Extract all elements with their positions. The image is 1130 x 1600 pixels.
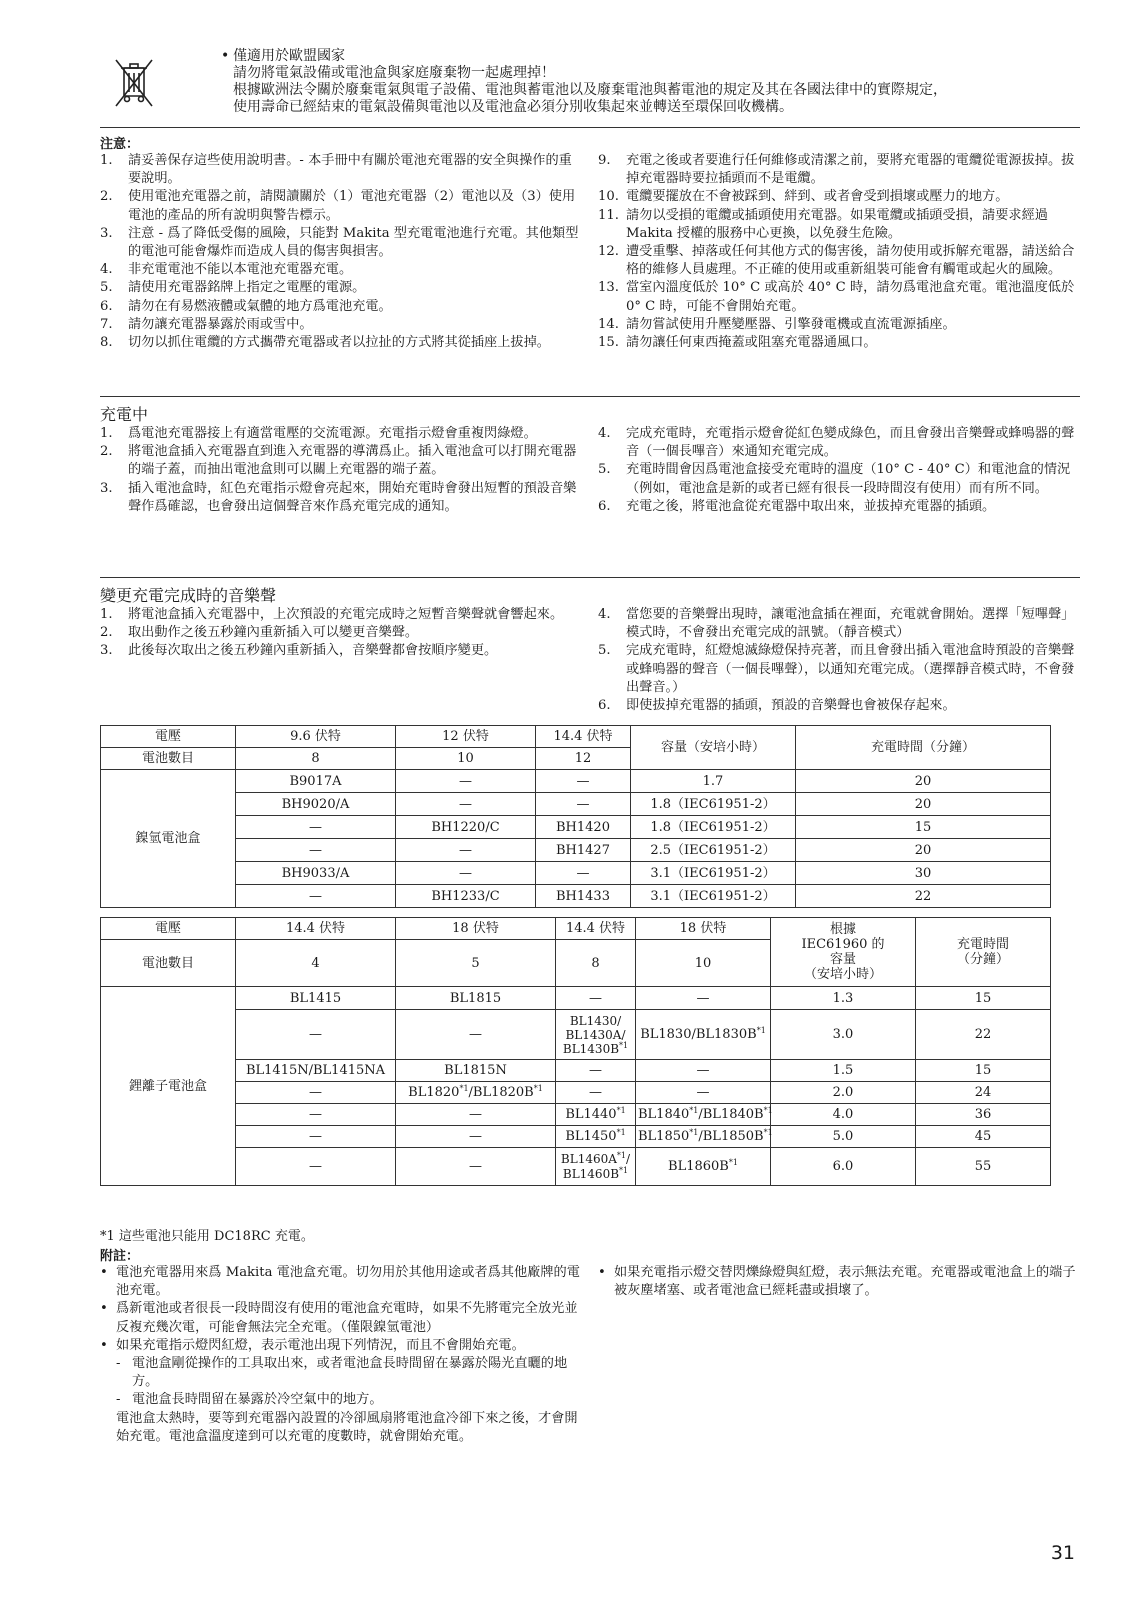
- caution-item: 8. 切勿以抓住電纜的方式攜帶充電器或者以拉扯的方式將其從插座上拔掉。: [100, 335, 550, 351]
- caution-item: 6. 請勿在有易燃液體或氣體的地方爲電池充電。: [100, 298, 392, 314]
- table-cell: 45: [916, 1126, 1051, 1148]
- table-cell: —: [556, 1060, 636, 1082]
- table-header: 根據 IEC61960 的 容量 （安培小時）: [771, 918, 916, 987]
- charging-item: 1. 爲電池充電器接上有適當電壓的交流電源。充電指示燈會重複閃綠燈。: [100, 426, 537, 441]
- table-cell: 8: [556, 940, 636, 987]
- table-cell: —: [236, 1126, 396, 1148]
- battery-group-label: 鋰離子電池盒: [101, 987, 236, 1186]
- charging-item: 4. 完成充電時，充電指示燈會從紅色變成綠色，而且會發出音樂聲或蜂鳴器的聲音（一個長嗶音）來通知充電完成。: [598, 426, 1075, 460]
- charging-item: 6. 充電之後，將電池盒從充電器中取出來，並拔掉充電器的插頭。: [598, 498, 996, 514]
- table-header: 12 伏特: [396, 726, 536, 748]
- note-paragraph: 電池盒太熱時，要等到充電器內設置的冷卻風扇將電池盒冷卻下來之後，才會開始充電。電池盒溫度達到可以充電的度數時，就會開始充電。: [116, 1410, 578, 1444]
- table-cell: 1.7: [631, 770, 796, 793]
- liion-spec-table: [100, 917, 1051, 1186]
- table-cell: —: [556, 987, 636, 1010]
- charging-left-column: [100, 425, 580, 516]
- table-cell: —: [536, 770, 631, 793]
- caution-item: 12. 遭受重擊、掉落或任何其他方式的傷害後，請勿使用或拆解充電器，請送給合格的維修人員處理。不正確的使用或重新組裝可能會有觸電或起火的風險。: [598, 244, 1075, 278]
- table-cell: BH9033/A: [236, 862, 396, 885]
- charging-item: 5. 充電時間會因爲電池盒接受充電時的溫度（10° C - 40° C）和電池盒的情況（例如，電池盒是新的或者已經有很長一段時間沒有使用）而有所不同。: [598, 462, 1071, 496]
- table-cell: 22: [916, 1010, 1051, 1060]
- table-cell: 8: [236, 748, 396, 770]
- table-cell: 20: [796, 770, 1051, 793]
- table-cell: $BL1830/BL1830B^{*1}$: [636, 1010, 771, 1060]
- page-number: 31: [1050, 1542, 1075, 1564]
- table-cell: 20: [796, 793, 1051, 816]
- divider: [100, 396, 1080, 397]
- table-cell: 22: [796, 885, 1051, 908]
- melody-item: 4. 當您要的音樂聲出現時，讓電池盒插在裡面，充電就會開始。選擇「短嗶聲」模式時，不會發出充電完成的訊號。（靜音模式）: [598, 607, 1075, 641]
- weee-line: 使用壽命已經結束的電氣設備與電池以及電池盒必須分別收集起來並轉送至環保回收機構。: [233, 99, 793, 115]
- table-row: [101, 1126, 1051, 1148]
- charging-item: 2. 將電池盒插入充電器直到進入充電器的導溝爲止。插入電池盒可以打開充電器的端子蓋，而抽出電池盒則可以關上充電器的端子蓋。: [100, 444, 577, 478]
- table-cell: BL1415: [236, 987, 396, 1010]
- table-cell: 3.1（IEC61951-2）: [631, 862, 796, 885]
- crossed-out-bin-icon: [110, 56, 158, 112]
- melody-item: 3. 此後每次取出之後五秒鐘內重新插入，音樂聲都會按順序變更。: [100, 643, 498, 659]
- battery-group-label: 鎳氫電池盒: [101, 770, 236, 908]
- table-row: [101, 1010, 1051, 1060]
- table-cell: —: [636, 987, 771, 1010]
- caution-item: 1. 請妥善保存這些使用說明書。- 本手冊中有關於電池充電器的安全與操作的重要說明。: [100, 153, 572, 187]
- melody-title: 變更充電完成時的音樂聲: [100, 586, 277, 605]
- table-cell: 5.0: [771, 1126, 916, 1148]
- table-cell: $BL1840^{*1}/BL1840B^{*1}$: [636, 1104, 771, 1126]
- table-cell: 24: [916, 1082, 1051, 1104]
- table-cell: BH1427: [536, 839, 631, 862]
- table-cell: 1.8（IEC61951-2）: [631, 816, 796, 839]
- table-row: [101, 793, 1051, 816]
- table-cell: —: [396, 1104, 556, 1126]
- caution-title: 注意：: [100, 137, 140, 152]
- note-item: • 電池充電器用來爲 Makita 電池盒充電。切勿用於其他用途或者爲其他廠牌的電池充電。: [100, 1265, 580, 1299]
- table-cell: 55: [916, 1148, 1051, 1186]
- table-cell: 15: [916, 987, 1051, 1010]
- table-cell: 1.8（IEC61951-2）: [631, 793, 796, 816]
- weee-line: 僅適用於歐盟國家: [233, 48, 345, 64]
- table-cell: —: [636, 1060, 771, 1082]
- table-cell: —: [236, 816, 396, 839]
- table-row: [101, 987, 1051, 1010]
- table-cell: BH1233/C: [396, 885, 536, 908]
- table-cell: 30: [796, 862, 1051, 885]
- table-row: [101, 1082, 1051, 1104]
- divider: [100, 127, 1080, 128]
- caution-left-column: [100, 152, 580, 352]
- table-row: [101, 862, 1051, 885]
- table-cell: $BL1820^{*1}/BL1820B^{*1}$: [396, 1082, 556, 1104]
- table-cell: BH1220/C: [396, 816, 536, 839]
- notes-title: 附註：: [100, 1249, 140, 1264]
- table-cell: BH9020/A: [236, 793, 396, 816]
- table-header: 9.6 伏特: [236, 726, 396, 748]
- table-cell: —: [396, 793, 536, 816]
- table-row: [101, 1104, 1051, 1126]
- table-cell: 4: [236, 940, 396, 987]
- table-cell: 2.5（IEC61951-2）: [631, 839, 796, 862]
- table-cell: BL1450$^{*1}$: [556, 1126, 636, 1148]
- table-cell: 36: [916, 1104, 1051, 1126]
- note-item: • 爲新電池或者很長一段時間沒有使用的電池盒充電時，如果不先將電完全放光並反複充幾次電，可能會無法完全充電。（僅限鎳氫電池）: [100, 1301, 578, 1335]
- table-row: [101, 770, 1051, 793]
- caution-item: 10. 電纜要擺放在不會被踩到、絆到、或者會受到損壞或壓力的地方。: [598, 189, 1009, 205]
- table-cell: —: [236, 1010, 396, 1060]
- melody-item: 1. 將電池盒插入充電器中，上次預設的充電完成時之短暫音樂聲就會響起來。: [100, 607, 564, 622]
- table-cell: $BL1850^{*1}/BL1850B^{*1}$: [636, 1126, 771, 1148]
- table-row: [101, 1148, 1051, 1186]
- weee-bullet: •: [221, 48, 230, 64]
- table-cell: 3.1（IEC61951-2）: [631, 885, 796, 908]
- table-cell: 10: [636, 940, 771, 987]
- table-cell: BL1415N/BL1415NA: [236, 1060, 396, 1082]
- caution-item: 3. 注意 - 爲了降低受傷的風險，只能對 Makita 型充電電池進行充電。其他類型的電池可能會爆炸而造成人員的傷害與損害。: [100, 225, 579, 260]
- caution-item: 11. 請勿以受損的電纜或插頭使用充電器。如果電纜或插頭受損，請要求經過 Makita 授權的服務中心更換，以免發生危險。: [598, 207, 1048, 241]
- table-cell: BH1433: [536, 885, 631, 908]
- table-header: 充電時間（分鐘）: [796, 726, 1051, 770]
- charging-title: 充電中: [100, 405, 149, 424]
- weee-notice: [100, 48, 1080, 128]
- table-cell: 1.3: [771, 987, 916, 1010]
- table-header: 18 伏特: [636, 918, 771, 940]
- table-cell: —: [396, 1126, 556, 1148]
- table-header: 14.4 伏特: [556, 918, 636, 940]
- melody-item: 5. 完成充電時，紅燈熄滅綠燈保持亮著，而且會發出插入電池盒時預設的音樂聲或蜂鳴器的聲音（一個長嗶聲），以通知充電完成。（選擇靜音模式時，不會發出聲音。）: [598, 643, 1075, 695]
- caution-item: 4. 非充電電池不能以本電池充電器充電。: [100, 262, 353, 278]
- table-cell: —: [396, 1010, 556, 1060]
- melody-item: 6. 即使拔掉充電器的插頭，預設的音樂聲也會被保存起來。: [598, 698, 956, 714]
- table-header: 充電時間 （分鐘）: [916, 918, 1051, 987]
- table-cell: —: [236, 1082, 396, 1104]
- table-cell: 5: [396, 940, 556, 987]
- table-cell: 1.5: [771, 1060, 916, 1082]
- table-cell: —: [396, 1148, 556, 1186]
- table-cell: BL1440$^{*1}$: [556, 1104, 636, 1126]
- table-row: [101, 816, 1051, 839]
- table-cell: BL1815: [396, 987, 556, 1010]
- nimh-spec-table: [100, 725, 1051, 908]
- table-cell: —: [636, 1082, 771, 1104]
- caution-item: 5. 請使用充電器銘牌上指定之電壓的電源。: [100, 280, 366, 296]
- table-header: 14.4 伏特: [236, 918, 396, 940]
- divider: [100, 577, 1080, 578]
- table-cell: 10: [396, 748, 536, 770]
- table-footnote: *1 這些電池只能用 DC18RC 充電。: [100, 1229, 314, 1244]
- table-cell: —: [396, 862, 536, 885]
- caution-item: 7. 請勿讓充電器暴露於雨或雪中。: [100, 316, 313, 332]
- table-row: [101, 885, 1051, 908]
- table-cell: 15: [916, 1060, 1051, 1082]
- notes-right-column: [598, 1264, 1086, 1300]
- table-header: 電池數目: [101, 940, 236, 987]
- table-cell: 4.0: [771, 1104, 916, 1126]
- table-cell: BL1430/ BL1430A/ $BL1430B^{*1}$: [556, 1010, 636, 1060]
- table-header: 14.4 伏特: [536, 726, 631, 748]
- caution-right-column: [598, 152, 1086, 352]
- note-item: • 如果充電指示燈交替閃爍綠燈與紅燈，表示無法充電。充電器或電池盒上的端子被灰塵堵塞、或者電池盒已經耗盡或損壞了。: [598, 1265, 1076, 1299]
- table-cell: —: [536, 862, 631, 885]
- caution-item: 2. 使用電池充電器之前，請閱讀關於（1）電池充電器（2）電池以及（3）使用電池的產品的所有說明與警告標示。: [100, 189, 576, 223]
- table-cell: BH1420: [536, 816, 631, 839]
- table-row: [101, 839, 1051, 862]
- table-cell: —: [556, 1082, 636, 1104]
- weee-line: 請勿將電氣設備或電池盒與家庭廢棄物一起處理掉！: [233, 65, 555, 81]
- table-cell: —: [236, 1104, 396, 1126]
- table-cell: 6.0: [771, 1148, 916, 1186]
- table-cell: 12: [536, 748, 631, 770]
- caution-item: 15. 請勿讓任何東西掩蓋或阻塞充電器通風口。: [598, 335, 877, 351]
- table-cell: 3.0: [771, 1010, 916, 1060]
- table-cell: $BL1860B^{*1}$: [636, 1148, 771, 1186]
- melody-left-column: [100, 606, 580, 661]
- caution-item: 9. 充電之後或者要進行任何維修或清潔之前，要將充電器的電纜從電源拔掉。拔掉充電器時要拉插頭而不是電纜。: [598, 153, 1075, 187]
- table-cell: —: [236, 1148, 396, 1186]
- table-cell: B9017A: [236, 770, 396, 793]
- table-cell: 2.0: [771, 1082, 916, 1104]
- caution-item: 14. 請勿嘗試使用升壓變壓器、引擎發電機或直流電源插座。: [598, 316, 956, 332]
- note-subitem: - 電池盒剛從操作的工具取出來，或者電池盒長時間留在暴露於陽光直曬的地方。: [116, 1356, 568, 1390]
- table-cell: 20: [796, 839, 1051, 862]
- charging-item: 3. 插入電池盒時，紅色充電指示燈會亮起來，開始充電時會發出短暫的預設音樂聲作爲確認，也會發出這個聲音來作爲充電完成的通知。: [100, 480, 577, 514]
- table-cell: —: [536, 793, 631, 816]
- table-header: 電壓: [101, 726, 236, 748]
- table-cell: —: [236, 839, 396, 862]
- table-header: 電池數目: [101, 748, 236, 770]
- table-row: [101, 1060, 1051, 1082]
- table-cell: —: [396, 770, 536, 793]
- notes-left-column: [100, 1264, 580, 1446]
- table-cell: —: [236, 885, 396, 908]
- weee-line: 根據歐洲法令關於廢棄電氣與電子設備、電池與蓄電池以及廢棄電池與蓄電池的規定及其在各國法律中的實際規定，: [233, 82, 947, 98]
- table-cell: 15: [796, 816, 1051, 839]
- table-cell: —: [396, 839, 536, 862]
- note-subitem: - 電池盒長時間留在暴露於冷空氣中的地方。: [116, 1392, 383, 1408]
- table-header: 電壓: [101, 918, 236, 940]
- table-cell: BL1815N: [396, 1060, 556, 1082]
- table-header: 容量（安培小時）: [631, 726, 796, 770]
- table-header: 18 伏特: [396, 918, 556, 940]
- melody-right-column: [598, 606, 1086, 715]
- caution-item: 13. 當室內溫度低於 10° C 或高於 40° C 時，請勿爲電池盒充電。電池溫度低於 0° C 時，可能不會開始充電。: [598, 280, 1075, 314]
- melody-item: 2. 取出動作之後五秒鐘內重新插入可以變更音樂聲。: [100, 625, 419, 641]
- table-cell: $BL1460A^{*1}/$ $BL1460B^{*1}$: [556, 1148, 636, 1186]
- charging-right-column: [598, 425, 1086, 516]
- note-item: • 如果充電指示燈閃紅燈，表示電池出現下列情況，而且不會開始充電。 - 電池盒剛從操作的工具取出來，或者電池盒長時間留在暴露於陽光直曬的地方。 - 電池盒長時間留在暴露於冷空氣中的地方。 電池盒太熱時，要等到充電器內設置的冷卻風扇將電池盒冷卻下來之後，才會開始充電。電池盒溫度達到可以充電的度數時，就會開始充電。: [100, 1337, 580, 1446]
